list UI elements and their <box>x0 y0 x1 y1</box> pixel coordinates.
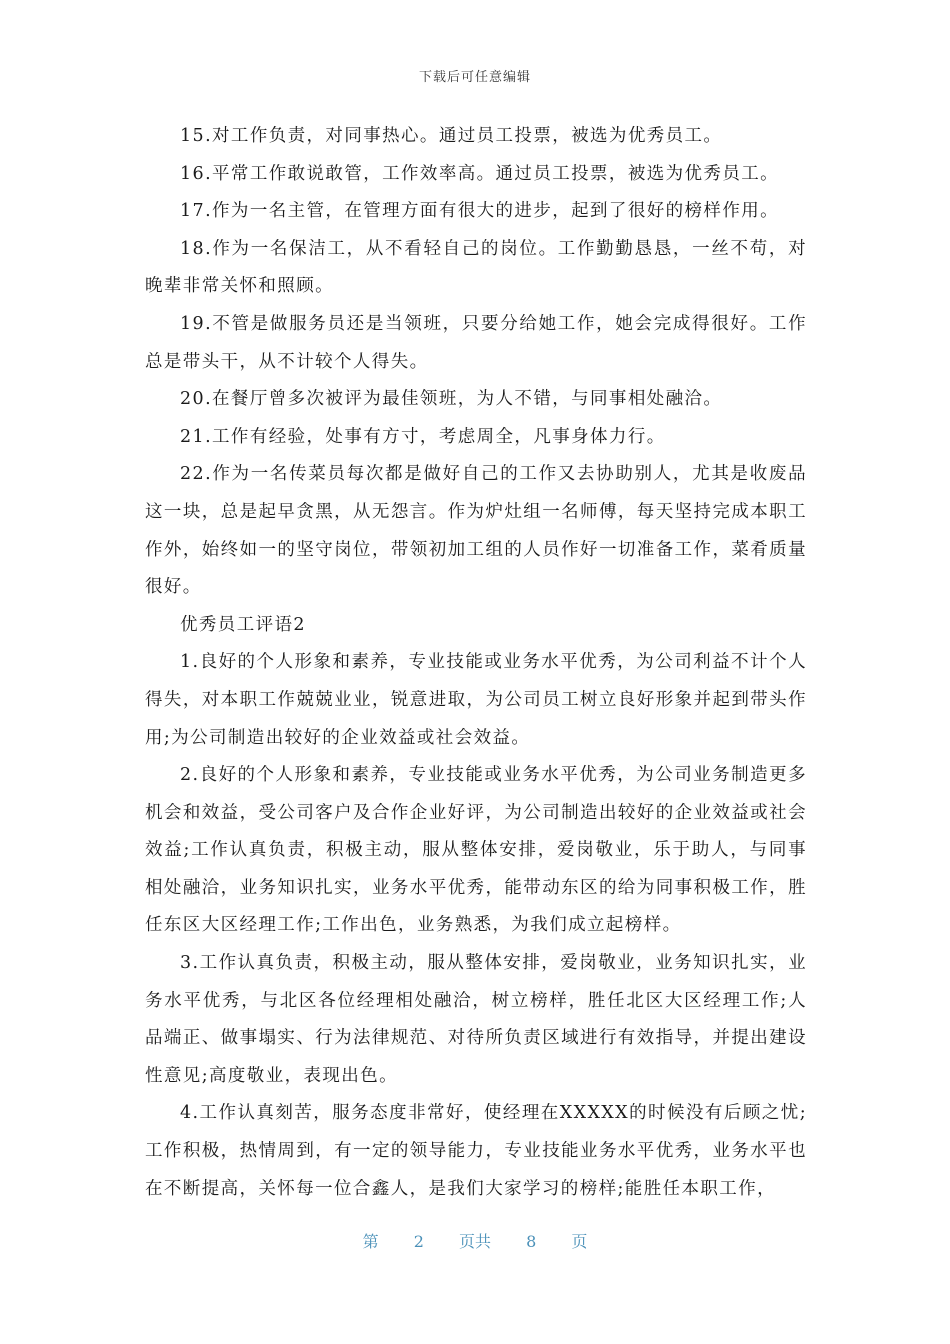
paragraph: 1.良好的个人形象和素养，专业技能或业务水平优秀，为公司利益不计个人得失，对本职工作兢兢业业，锐意进取，为公司员工树立良好形象并起到带头作用;为公司制造出较好的企业效益或社会效益。 <box>145 652 807 748</box>
paragraph: 17.作为一名主管，在管理方面有很大的进步，起到了很好的榜样作用。 <box>180 201 780 222</box>
paragraph: 16.平常工作敢说敢管，工作效率高。通过员工投票，被选为优秀员工。 <box>180 163 780 184</box>
footer-page-suffix: 页 <box>571 1232 588 1251</box>
paragraph: 4.工作认真刻苦，服务态度非常好，使经理在XXXXX的时候没有后顾之忧;工作积极，热情周到，有一定的领导能力，专业技能业务水平优秀，业务水平也在不断提高，关怀每一位合鑫人，是我们大家学习的榜样;能胜任本职工作， <box>145 1103 807 1199</box>
footer-page-number: 2 <box>413 1232 424 1251</box>
paragraph: 22.作为一名传菜员每次都是做好自己的工作又去协助别人，尤其是收废品这一块，总是起早贪黑，从无怨言。作为炉灶组一名师傅，每天坚持完成本职工作外，始终如一的坚守岗位，带领初加工组的人员作好一切准备工作，菜肴质量很好。 <box>145 464 807 598</box>
paragraph: 18.作为一名保洁工，从不看轻自己的岗位。工作勤勤恳恳，一丝不苟，对晚辈非常关怀和照顾。 <box>145 238 807 297</box>
document-body <box>145 118 807 1208</box>
page-footer <box>0 1229 950 1252</box>
footer-page-label: 第 <box>362 1232 379 1251</box>
footer-total-label: 页共 <box>458 1232 491 1251</box>
section-heading: 优秀员工评语2 <box>180 614 306 635</box>
paragraph: 2.良好的个人形象和素养，专业技能或业务水平优秀，为公司业务制造更多机会和效益，受公司客户及合作企业好评，为公司制造出较好的企业效益或社会效益;工作认真负责，积极主动，服从整体安排，爱岗敬业，乐于助人，与同事相处融洽，业务知识扎实，业务水平优秀，能带动东区的给为同事积极工作，胜任东区大区经理工作;工作出色，业务熟悉，为我们成立起榜样。 <box>145 765 807 936</box>
paragraph: 21.工作有经验，处事有方寸，考虑周全，凡事身体力行。 <box>180 426 666 447</box>
paragraph: 19.不管是做服务员还是当领班，只要分给她工作，她会完成得很好。工作总是带头干，从不计较个人得失。 <box>145 313 807 372</box>
paragraph: 15.对工作负责，对同事热心。通过员工投票，被选为优秀员工。 <box>180 126 723 146</box>
footer-total-number: 8 <box>526 1232 537 1251</box>
paragraph: 3.工作认真负责，积极主动，服从整体安排，爱岗敬业，业务知识扎实，业务水平优秀，与北区各位经理相处融洽，树立榜样，胜任北区大区经理工作;人品端正、做事塌实、行为法律规范、对待所负责区域进行有效指导，并提出建设性意见;高度敬业，表现出色。 <box>145 953 807 1086</box>
paragraph: 20.在餐厅曾多次被评为最佳领班，为人不错，与同事相处融洽。 <box>180 389 723 410</box>
page-header: 下载后可任意编辑 <box>418 70 531 85</box>
